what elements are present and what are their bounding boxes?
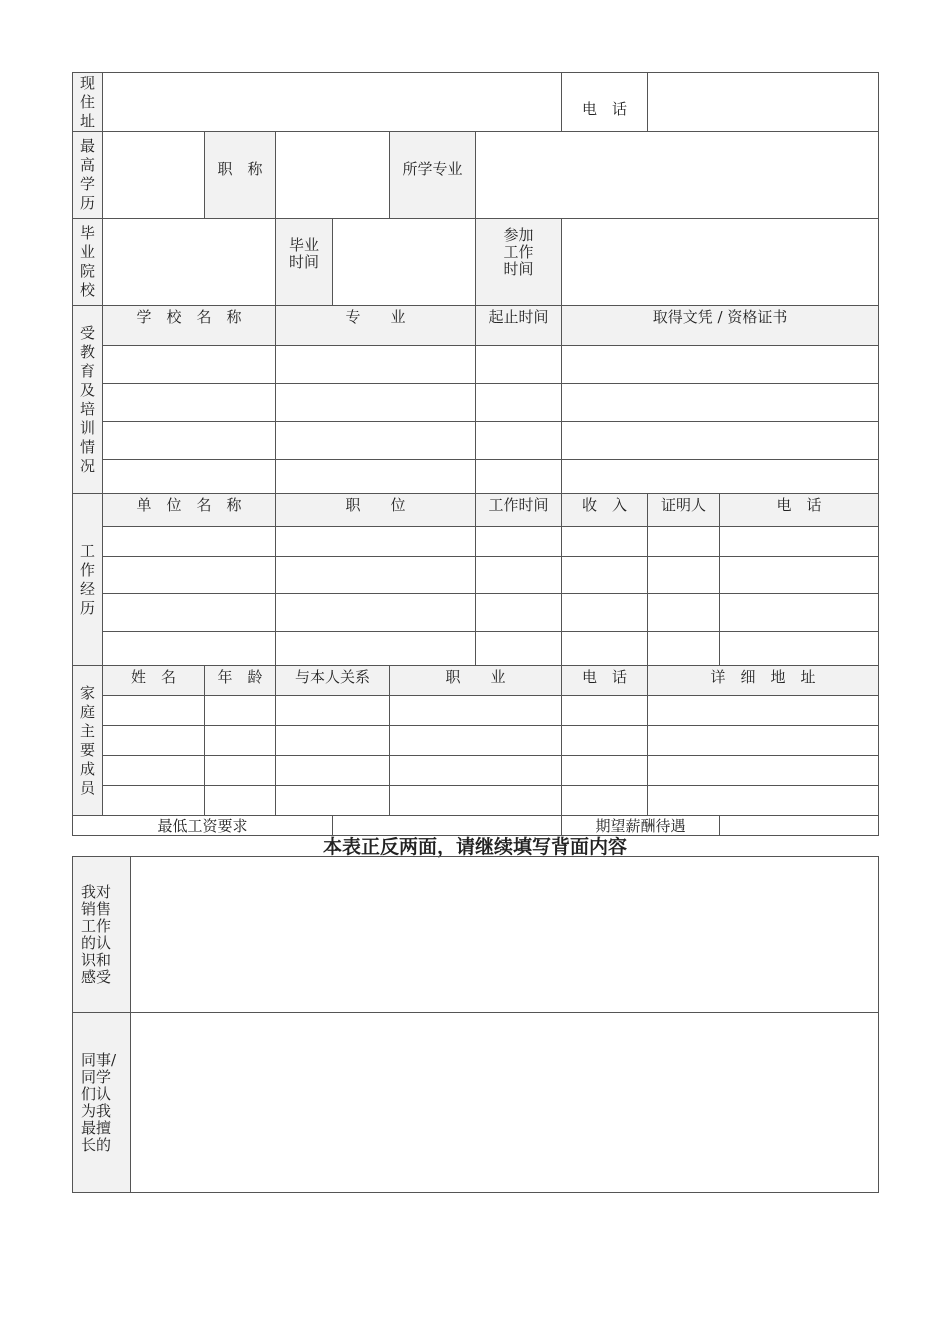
training-cell[interactable] [276,346,476,384]
training-cell[interactable] [276,384,476,422]
training-cell[interactable] [562,460,879,494]
work-cell[interactable] [276,594,476,632]
work-cell[interactable] [648,527,720,557]
work-cell[interactable] [720,594,879,632]
work-cell[interactable] [476,557,562,594]
training-cell[interactable] [103,422,276,460]
work-cell[interactable] [476,632,562,666]
training-cell[interactable] [562,384,879,422]
family-cell[interactable] [205,696,276,726]
work-cell[interactable] [103,527,276,557]
strength-label: 同事/同学们认为我最擅长的 [81,1050,117,1154]
work-cell[interactable] [720,632,879,666]
family-header-relation: 与本人关系 [276,666,390,696]
title-label: 职 称 [205,132,276,219]
family-cell[interactable] [390,726,562,756]
family-cell[interactable] [205,726,276,756]
family-cell[interactable] [103,696,205,726]
family-cell[interactable] [103,756,205,786]
education-input[interactable] [103,132,205,219]
work-header-reference: 证明人 [648,494,720,527]
family-cell[interactable] [648,726,879,756]
application-form-table [72,72,879,836]
work-cell[interactable] [562,594,648,632]
work-header-period: 工作时间 [476,494,562,527]
family-cell[interactable] [390,756,562,786]
training-cell[interactable] [276,422,476,460]
training-cell[interactable] [562,346,879,384]
school-label-cell [73,219,103,306]
family-cell[interactable] [276,726,390,756]
training-header-certificate: 取得文凭 / 资格证书 [562,306,879,346]
work-start-label-cell [476,219,562,306]
expected-salary-input[interactable] [720,816,879,836]
family-label: 家庭主要成员 [80,683,96,797]
training-cell[interactable] [103,384,276,422]
grad-time-label: 毕业时间 [288,236,319,271]
double-sided-notice: 本表正反两面，请继续填写背面内容 [322,836,627,858]
major-label: 所学专业 [390,132,476,219]
training-header-school: 学 校 名 称 [103,306,276,346]
education-label-cell [73,132,103,219]
strength-input[interactable] [131,1013,879,1193]
grad-time-label-cell [276,219,333,306]
family-cell[interactable] [276,786,390,816]
family-header-name: 姓 名 [103,666,205,696]
strength-label-cell [73,1013,131,1193]
training-label: 受教育及培训情况 [80,323,96,475]
expected-salary-label: 期望薪酬待遇 [562,816,720,836]
family-cell[interactable] [205,756,276,786]
family-cell[interactable] [103,726,205,756]
family-label-cell [73,666,103,816]
phone-label: 电 话 [562,73,648,132]
family-header-address: 详 细 地 址 [648,666,879,696]
training-cell[interactable] [476,346,562,384]
work-start-input[interactable] [562,219,879,306]
phone-input[interactable] [648,73,879,132]
family-cell[interactable] [562,756,648,786]
work-cell[interactable] [103,632,276,666]
family-header-age: 年 龄 [205,666,276,696]
work-cell[interactable] [720,527,879,557]
family-cell[interactable] [276,756,390,786]
work-cell[interactable] [562,527,648,557]
training-cell[interactable] [476,422,562,460]
family-cell[interactable] [562,726,648,756]
back-side-table [72,856,879,1193]
address-label: 现住址 [80,73,96,130]
school-input[interactable] [103,219,276,306]
family-cell[interactable] [103,786,205,816]
work-cell[interactable] [720,557,879,594]
address-input[interactable] [103,73,562,132]
work-cell[interactable] [103,594,276,632]
training-cell[interactable] [103,460,276,494]
grad-time-input[interactable] [333,219,476,306]
work-cell[interactable] [276,632,476,666]
family-cell[interactable] [205,786,276,816]
training-cell[interactable] [276,460,476,494]
training-label-cell [73,306,103,494]
training-header-major: 专 业 [276,306,476,346]
min-salary-input[interactable] [333,816,562,836]
education-label: 最高学历 [80,137,96,212]
work-header-position: 职 位 [276,494,476,527]
training-cell[interactable] [562,422,879,460]
work-cell[interactable] [276,557,476,594]
family-cell[interactable] [562,786,648,816]
work-header-company: 单 位 名 称 [103,494,276,527]
work-label: 工作经历 [80,541,96,617]
work-start-label: 参加工作时间 [503,226,534,278]
work-header-income: 收 入 [562,494,648,527]
address-label-cell [73,73,103,132]
family-header-phone: 电 话 [562,666,648,696]
training-cell[interactable] [476,460,562,494]
family-cell[interactable] [276,696,390,726]
min-salary-label: 最低工资要求 [73,816,333,836]
work-cell[interactable] [562,557,648,594]
work-cell[interactable] [476,594,562,632]
work-cell[interactable] [476,527,562,557]
family-cell[interactable] [390,786,562,816]
sales-label: 我对销售工作的认识和感受 [81,882,112,986]
work-cell[interactable] [648,632,720,666]
work-cell[interactable] [648,594,720,632]
school-label: 毕业院校 [80,224,96,299]
training-cell[interactable] [476,384,562,422]
family-header-occupation: 职 业 [390,666,562,696]
sales-label-cell [73,857,131,1013]
sales-input[interactable] [131,857,879,1013]
family-cell[interactable] [562,696,648,726]
major-input[interactable] [476,132,879,219]
work-cell[interactable] [276,527,476,557]
work-cell[interactable] [648,557,720,594]
title-input[interactable] [276,132,390,219]
family-cell[interactable] [648,696,879,726]
training-cell[interactable] [103,346,276,384]
family-cell[interactable] [648,786,879,816]
work-header-phone: 电 话 [720,494,879,527]
training-header-period: 起止时间 [476,306,562,346]
family-cell[interactable] [648,756,879,786]
work-cell[interactable] [103,557,276,594]
work-cell[interactable] [562,632,648,666]
family-cell[interactable] [390,696,562,726]
work-label-cell [73,494,103,666]
